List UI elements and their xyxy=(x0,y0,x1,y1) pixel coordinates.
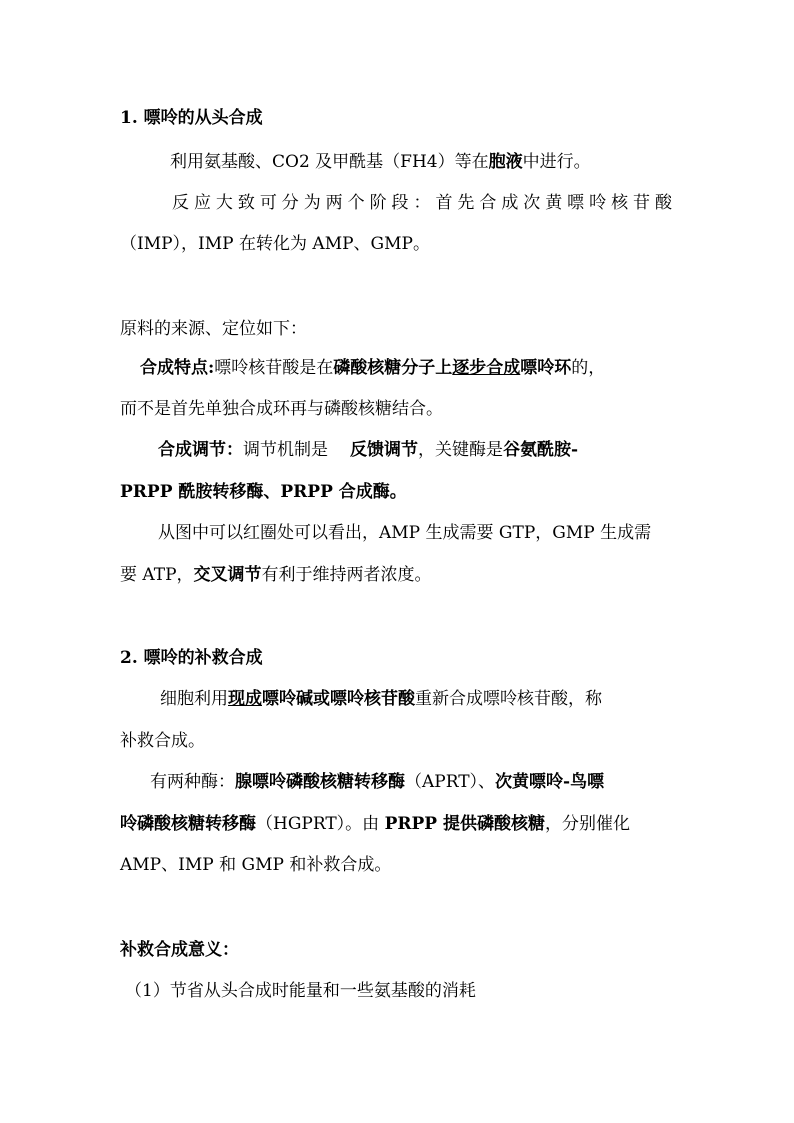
section2-paragraph-2-line2: 呤磷酸核糖转移酶（HGPRT）。由 PRPP 提供磷酸核糖，分别催化 xyxy=(120,814,630,834)
materials-text: 原料的来源、定位如下： xyxy=(120,319,307,339)
observation-line1: 从图中可以红圈处可以看出，AMP 生成需要 GTP，GMP 生成需 xyxy=(158,523,652,543)
section1-paragraph-2-line1: 反应大致可分为两个阶段：首先合成次黄嘌呤核苷酸 xyxy=(172,193,672,213)
observation-line2: 要 ATP，交叉调节有利于维持两者浓度。 xyxy=(120,565,432,585)
section1-paragraph-2-line2: （IMP），IMP 在转化为 AMP、GMP。 xyxy=(120,234,430,254)
section2-heading: 2. 嘌呤的补救合成 xyxy=(120,648,263,668)
significance-item-1: （1）节省从头合成时能量和一些氨基酸的消耗 xyxy=(125,981,476,1001)
section2-paragraph-2-line3: AMP、IMP 和 GMP 和补救合成。 xyxy=(120,855,392,875)
significance-heading: 补救合成意义： xyxy=(120,940,239,960)
regulation-line2: PRPP 酰胺转移酶、PRPP 合成酶。 xyxy=(120,482,407,502)
section2-paragraph-2-line1: 有两种酶：腺嘌呤磷酸核糖转移酶（APRT）、次黄嘌呤-鸟嘌 xyxy=(150,772,605,792)
regulation-line1: 合成调节：调节机制是 反馈调节，关键酶是谷氨酰胺- xyxy=(158,440,579,460)
section2-paragraph-1-line2: 补救合成。 xyxy=(120,731,205,751)
features-line2: 而不是首先单独合成环再与磷酸核糖结合。 xyxy=(120,399,443,419)
section1-heading: 1. 嘌呤的从头合成 xyxy=(120,108,263,128)
features-line1: 合成特点:嘌呤核苷酸是在磷酸核糖分子上逐步合成嘌呤环的， xyxy=(140,358,606,378)
section1-paragraph-1: 利用氨基酸、CO2 及甲酰基（FH4）等在胞液中进行。 xyxy=(170,152,591,172)
section2-paragraph-1-line1: 细胞利用现成嘌呤碱或嘌呤核苷酸重新合成嘌呤核苷酸，称 xyxy=(160,689,602,709)
